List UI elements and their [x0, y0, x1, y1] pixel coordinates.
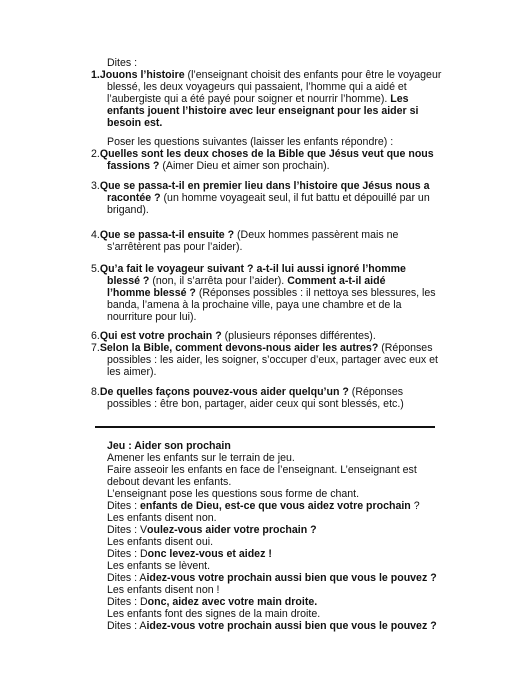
- item-5-line-5: nourriture pour lui).: [107, 311, 197, 323]
- item-5-line-4: banda, l’amena à la prochaine ville, paya une chambre et de la: [107, 299, 402, 311]
- item-number: 3.: [91, 180, 100, 192]
- game-line: Les enfants disent oui.: [107, 536, 214, 548]
- item-8-text: (Réponses: [348, 386, 404, 398]
- item-number: 7.: [91, 342, 100, 354]
- game-line: Dites : Aidez-vous votre prochain aussi bien que vous le pouvez ?: [107, 620, 437, 632]
- item-8-line-2: possibles : être bon, partager, aider ceux qui sont blessés, etc.): [107, 398, 404, 410]
- item-number: 2.: [91, 148, 100, 160]
- item-5-bold-4: l’homme blessé ?: [107, 287, 196, 299]
- item-8-bold: De quelles façons pouvez-vous aider quelqu’un ?: [99, 386, 349, 398]
- item-1-line-3-bold: Les: [387, 93, 409, 105]
- game-line: L’enseignant pose les questions sous forme de chant.: [107, 488, 360, 500]
- game-line: Dites : Aidez-vous votre prochain aussi bien que vous le pouvez ?: [107, 572, 437, 584]
- item-1-line-5: besoin est.: [107, 117, 163, 129]
- item-3-line-3: brigand).: [107, 204, 149, 216]
- game-line: Faire asseoir les enfants en face de l’enseignant. L’enseignant est: [107, 464, 417, 476]
- game-line: Les enfants disent non.: [107, 512, 217, 524]
- item-5-bold-2: blessé ?: [107, 275, 150, 287]
- game-line: Dites : enfants de Dieu, est-ce que vous aidez votre prochain ?: [107, 500, 420, 512]
- game-line: Les enfants font des signes de la main droite.: [107, 608, 321, 620]
- game-line: Amener les enfants sur le terrain de jeu.: [107, 452, 295, 464]
- item-4-text: (Deux hommes passèrent mais ne: [234, 229, 399, 241]
- item-2-bold: Quelles sont les deux choses de la Bible que Jésus veut que nous: [99, 148, 434, 160]
- item-number: 5.: [91, 263, 100, 275]
- item-4-bold: Que se passa-t-il ensuite ?: [99, 229, 235, 241]
- game-title: Jeu : Aider son prochain: [107, 440, 231, 452]
- game-line: Dites : Donc levez-vous et aidez !: [107, 548, 272, 560]
- item-5-bold: Qu’a fait le voyageur suivant ? a-t-il lui aussi ignoré l’homme: [99, 263, 406, 275]
- item-2-bold-2: fassions ?: [107, 160, 160, 172]
- item-6-text: (plusieurs réponses différentes).: [221, 330, 376, 342]
- game-line: Les enfants se lèvent.: [107, 560, 211, 572]
- game-line: Dites : Donc, aidez avec votre main droite.: [107, 596, 318, 608]
- game-line: debout devant les enfants.: [107, 476, 232, 488]
- game-line: Dites : Voulez-vous aider votre prochain ?: [107, 524, 317, 536]
- item-1-line-2: blessé, les deux voyageurs qui passaient, l’homme qui a aidé et: [107, 81, 407, 93]
- item-5-text: (non, il s’arrêta pour l’aider).: [149, 275, 285, 287]
- item-5-bold-3: Comment a-t-il aidé: [284, 275, 386, 287]
- questions-intro: Poser les questions suivantes (laisser les enfants répondre) :: [107, 136, 394, 148]
- item-3-text: (un homme voyageait seul, il fut battu et dépouillé par un: [160, 192, 430, 204]
- intro-text: Dites :: [107, 57, 138, 69]
- item-number: 4.: [91, 229, 100, 241]
- item-7-text: (Réponses: [378, 342, 433, 354]
- item-7-bold: Selon la Bible, comment devons-nous aider les autres?: [99, 342, 379, 354]
- item-4-line-2: s’arrêtèrent pas pour l’aider).: [107, 241, 243, 253]
- item-5-text-2: (Réponses possibles : il nettoya ses blessures, les: [195, 287, 436, 299]
- item-1-text: (l’enseignant choisit des enfants pour être le voyageur: [184, 69, 442, 81]
- section-divider: [95, 426, 435, 428]
- item-number: 6.: [91, 330, 100, 342]
- item-1-line-3: l’aubergiste qui a été payé pour soigner et nourrir l’homme).: [107, 93, 388, 105]
- item-1-line-4: enfants jouent l’histoire avec leur enseignant pour les aider si: [107, 105, 419, 117]
- item-3-bold: Que se passa-t-il en premier lieu dans l’histoire que Jésus nous a: [99, 180, 430, 192]
- item-number: 1.: [91, 69, 100, 81]
- item-7-line-3: les aimer).: [107, 366, 157, 378]
- item-6-bold: Qui est votre prochain ?: [99, 330, 222, 342]
- item-7-line-2: possibles : les aider, les soigner, s’occuper d’eux, partager avec eux et: [107, 354, 438, 366]
- game-line: Les enfants disent non !: [107, 584, 220, 596]
- item-number: 8.: [91, 386, 100, 398]
- item-3-bold-2: racontée ?: [107, 192, 161, 204]
- item-2-text: (Aimer Dieu et aimer son prochain).: [159, 160, 330, 172]
- item-1-bold: Jouons l’histoire: [99, 69, 185, 81]
